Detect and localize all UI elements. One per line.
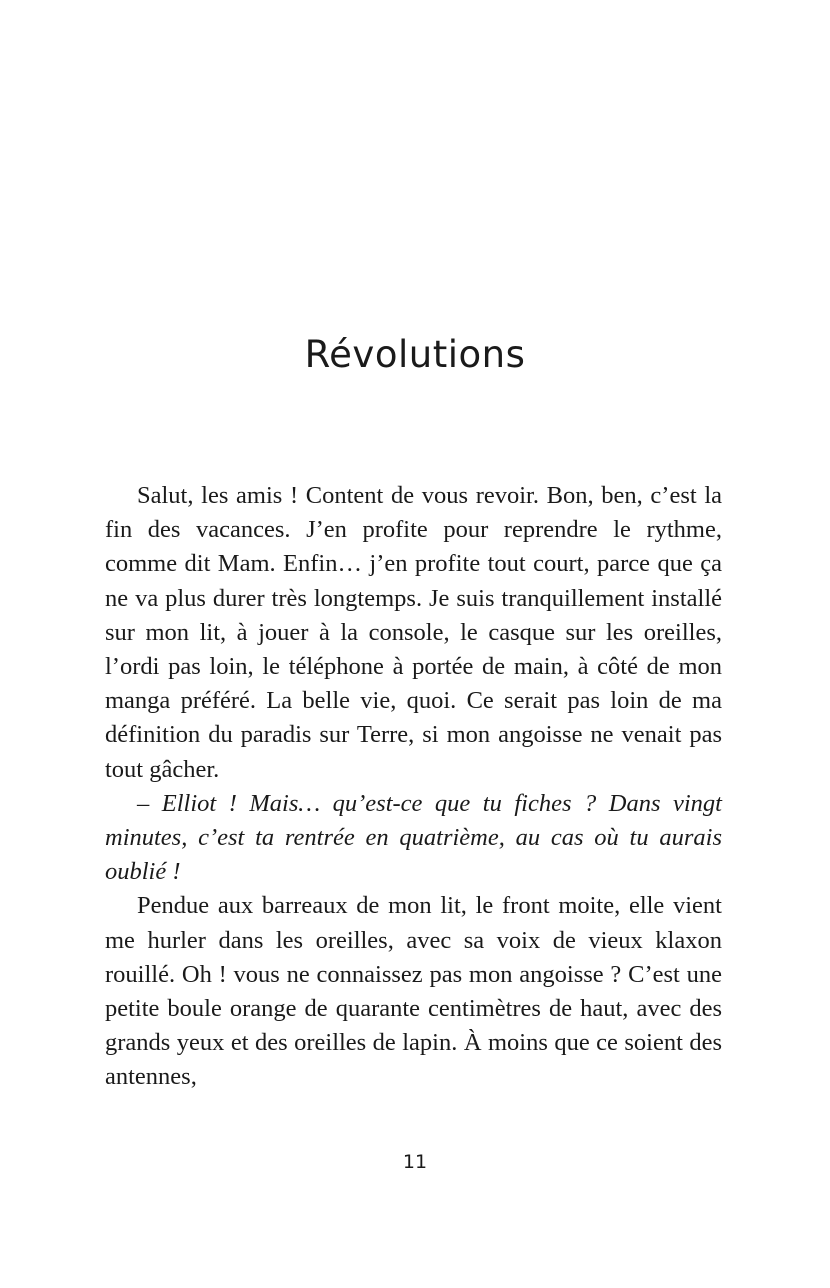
paragraph-dialogue: – Elliot ! Mais… qu’est-ce que tu fiches ? Dans vingt minutes, c’est ta rentrée en quatrième, au cas où tu aurais oublié ! xyxy=(105,789,722,886)
chapter-body xyxy=(105,479,722,1095)
paragraph-intro: Salut, les amis ! Content de vous revoir. Bon, ben, c’est la fin des vacances. J’en profite pour reprendre le rythme, comme dit Mam. Enfin… j’en profite tout court, parce que ça ne va plus durer très longtemps. Je suis tranquillement installé sur mon lit, à jouer à la console, le casque sur les oreilles, l’ordi pas loin, le téléphone à portée de main, à côté de mon manga préféré. La belle vie, quoi. Ce serait pas loin de ma définition du paradis sur Terre, si mon angoisse ne venait pas tout gâcher. xyxy=(105,482,722,783)
page-number: 11 xyxy=(402,1151,428,1173)
paragraph-angoisse: Pendue aux barreaux de mon lit, le front moite, elle vient me hurler dans les oreilles, avec sa voix de vieux klaxon rouillé. Oh ! vous ne connaissez pas mon angoisse ? C’est une petite boule orange de quarante centimètres de haut, avec des grands yeux et des oreilles de lapin. À moins que ce soient des antennes, xyxy=(105,892,722,1091)
chapter-title: Révolutions xyxy=(304,333,526,376)
